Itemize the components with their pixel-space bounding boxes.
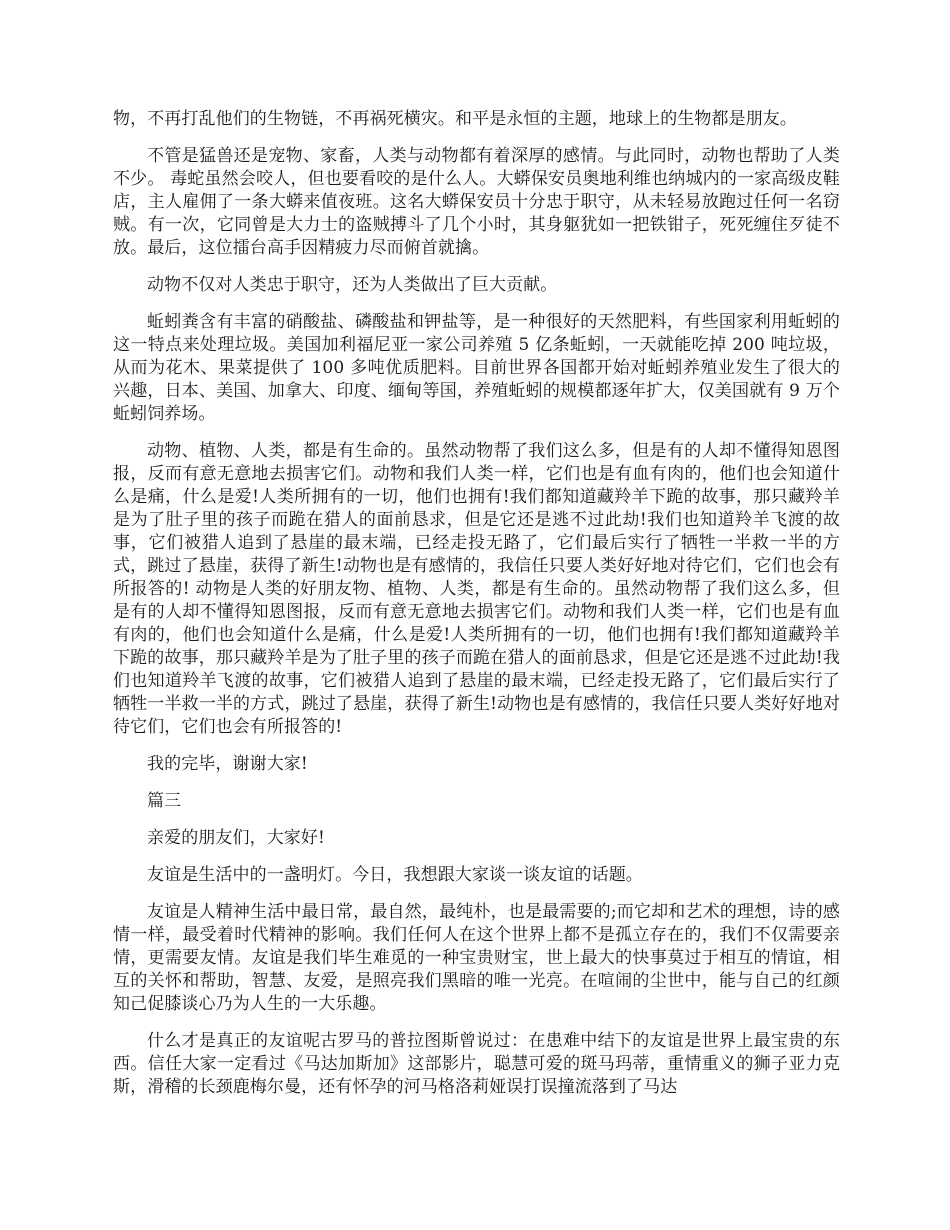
paragraph: 动物、植物、人类，都是有生命的。虽然动物帮了我们这么多，但是有的人却不懂得知恩图报，反而有意无意地去损害它们。动物和我们人类一样，它们也是有血有肉的，他们也会知道什么是痛，什么是爱!人类所拥有的一切，他们也拥有!我们都知道藏羚羊下跪的故事，那只藏羚羊是为了肚子里的孩子而跪在猎人的面前恳求，但是它还是逃不过此劫!我们也知道羚羊飞渡的故事，它们被猎人追到了悬崖的最末端，已经走投无路了，它们最后实行了牺牲一半救一半的方式，跳过了悬崖，获得了新生!动物也是有感情的，我信任只要人类好好地对待它们，它们也会有所报答的! 动物是人类的好朋友物、植物、人类，都是有生命的。虽然动物帮了我们这么多，但是有的人却不懂得知恩图报，反而有意无意地去损害它们。动物和我们人类一样，它们也是有血有肉的，他们也会知道什么是痛，什么是爱!人类所拥有的一切，他们也拥有!我们都知道藏羚羊下跪的故事，那只藏羚羊是为了肚子里的孩子而跪在猎人的面前恳求，但是它还是逃不过此劫!我们也知道羚羊飞渡的故事，它们被猎人追到了悬崖的最末端，已经走投无路了，它们最后实行了牺牲一半救一半的方式，跳过了悬崖，获得了新生!动物也是有感情的，我信任只要人类好好地对待它们，它们也会有所报答的! (113, 441, 840, 737)
paragraph: 蚯蚓粪含有丰富的硝酸盐、磷酸盐和钾盐等，是一种很好的天然肥料，有些国家利用蚯蚓的这一特点来处理垃圾。美国加利福尼亚一家公司养殖 5 亿条蚯蚓，一天就能吃掉 200 吨垃圾，从而为花木、果菜提供了 100 多吨优质肥料。目前世界各国都开始对蚯蚓养殖业发生了很大的兴趣，日本、美国、加拿大、印度、缅甸等国，养殖蚯蚓的规模都逐年扩大，仅美国就有 9 万个蚯蚓饲养场。 (113, 312, 840, 424)
paragraph: 动物不仅对人类忠于职守，还为人类做出了巨大贡献。 (147, 275, 558, 295)
paragraph: 什么才是真正的友谊呢古罗马的普拉图斯曾说过：在患难中结下的友谊是世界上最宝贵的东西。信任大家一定看过《马达加斯加》这部影片，聪慧可爱的斑马玛蒂，重情重义的狮子亚力克斯，滑稽的长颈鹿梅尔曼，还有怀孕的河马格洛莉娅误打误撞流落到了马达 (113, 1031, 840, 1097)
paragraph: 不管是猛兽还是宠物、家畜，人类与动物都有着深厚的感情。与此同时，动物也帮助了人类不少。 毒蛇虽然会咬人，但也要看咬的是什么人。大蟒保安员奥地利维也纳城内的一家高级皮鞋店，主人雇佣了一条大蟒来值夜班。这名大蟒保安员十分忠于职守，从未轻易放跑过任何一名窃贼。有一次，它同曾是大力士的盗贼搏斗了几个小时，其身躯犹如一把铁钳子，死死缠住歹徒不放。最后，这位擂台高手因精疲力尽而俯首就擒。 (113, 146, 840, 258)
section-heading: 篇三 (147, 791, 182, 811)
document-page (113, 108, 840, 1113)
paragraph: 友谊是生活中的一盏明灯。今日，我想跟大家谈一谈友谊的话题。 (147, 865, 643, 885)
paragraph: 友谊是人精神生活中最日常，最自然，最纯朴，也是最需要的;而它却和艺术的理想，诗的感情一样，最受着时代精神的影响。我们任何人在这个世界上都不是孤立存在的，我们不仅需要亲情，更需要友情。友谊是我们毕生难觅的一种宝贵财宝，世上最大的快事莫过于相互的情谊，相互的关怀和帮助，智慧、友爱，是照亮我们黑暗的唯一光亮。在喧闹的尘世中，能与自己的红颜知己促膝谈心乃为人生的一大乐趣。 (113, 902, 840, 1014)
paragraph: 亲爱的朋友们，大家好! (147, 828, 325, 848)
paragraph-continued: 物，不再打乱他们的生物链，不再祸死横灾。和平是永恒的主题，地球上的生物都是朋友。 (113, 109, 797, 129)
paragraph: 我的完毕，谢谢大家! (147, 754, 308, 774)
